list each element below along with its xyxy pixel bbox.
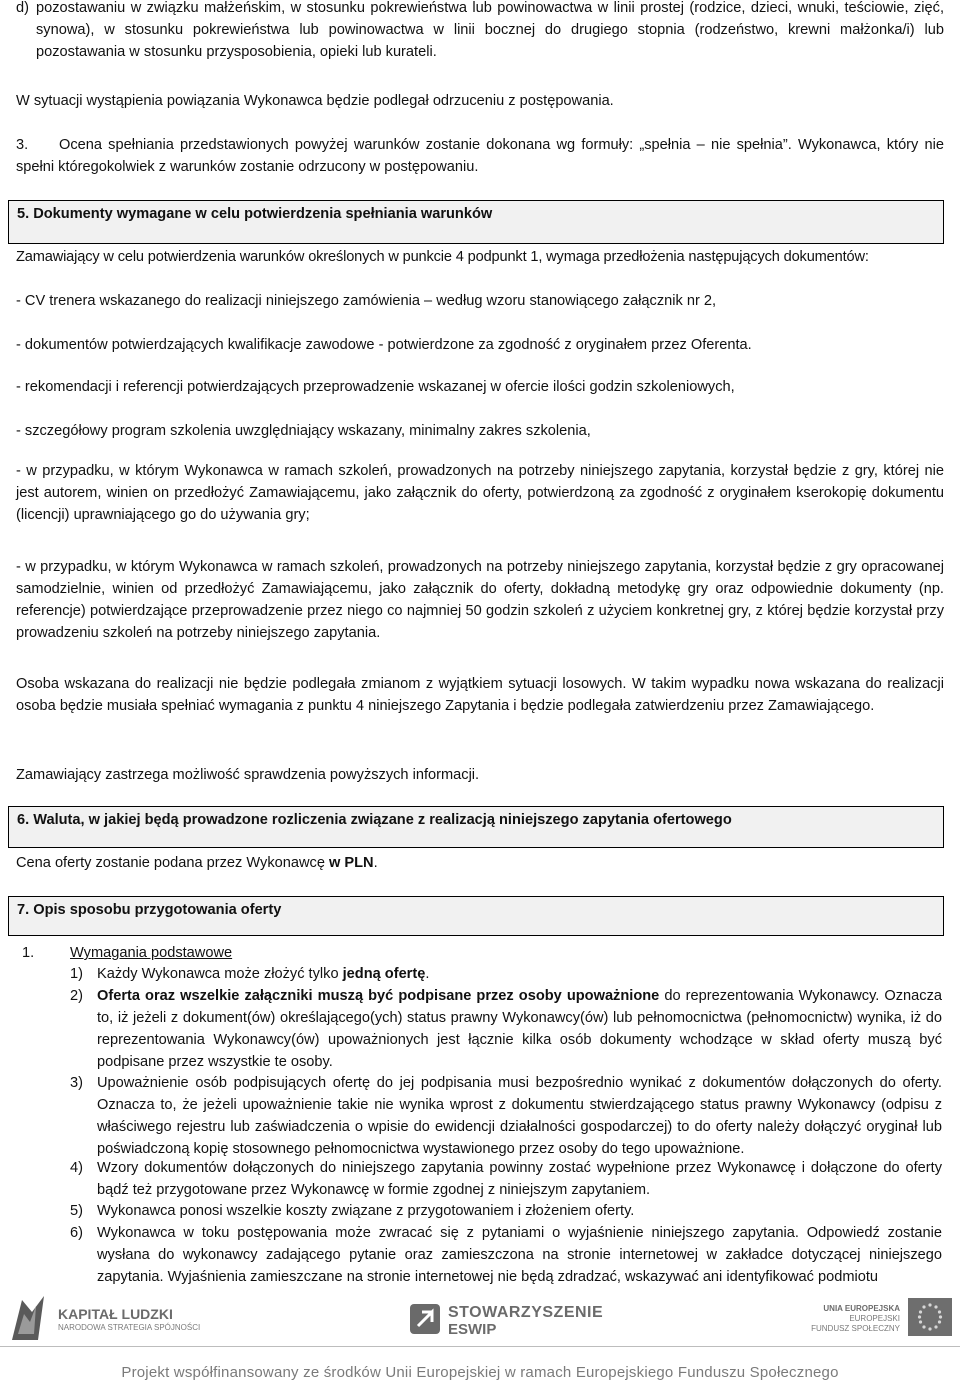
req-3-number: 3) [70, 1075, 83, 1091]
logo-unia-europejska [800, 1294, 960, 1344]
section7-title: 7. Opis sposobu przygotowania oferty [17, 902, 282, 918]
section6-text-before: Cena oferty zostanie podana przez Wykonawcę [16, 855, 329, 871]
section5-item-cv: - CV trenera wskazanego do realizacji niniejszego zamówienia – według wzoru stanowiącego załącznik nr 2, [16, 293, 717, 309]
req-6: Wykonawca w toku postępowania może zwracać się z pytaniami o wyjaśnienie niniejszego zapytania. Odpowiedź zostanie wysłana do wykonawcy zadającego pytanie oraz zamieszczona na stronie internetowej w zakładce dotyczącej niniejszego zapytania. Wyjaśnienia zamieszczane na stronie internetowej nie będą zdradzać, wskazywać ani identyfikować podmiotu [97, 1225, 942, 1285]
req-1-end: . [425, 966, 430, 982]
logo-eswip [408, 1302, 628, 1342]
req-1 [97, 963, 942, 985]
req-3: Upoważnienie osób podpisujących ofertę do jej podpisania musi bezpośrednio wynikać z dokumentów dołączonych do oferty. Oznacza to, że jeżeli upoważnienie takie nie wynika wprost z dokumentu stwierdzającego status prawny Wykonawcy (odpisu z właściwego rejestru lub zaświadczenia o wpisie do ewidencji działalności gospodarczej) to do oferty należy dołączyć oryginał lub poświadczoną kopię stosownego pełnomocnictwa wystawionego przez osoby do tego upoważnione. [97, 1075, 942, 1157]
eswip-subtitle: ESWIP [448, 1321, 497, 1338]
para-d [36, 0, 944, 63]
req-2-number: 2) [70, 988, 83, 1004]
logo-kapital-ludzki [8, 1294, 308, 1342]
req-2-bold: Oferta oraz wszelkie załączniki muszą być podpisane przez osoby upoważnione [97, 988, 660, 1004]
section5-item-program: - szczegółowy program szkolenia uwzględniający wskazany, minimalny zakres szkolenia, [16, 423, 591, 439]
section6-heading [8, 806, 944, 848]
eu-text [800, 1304, 900, 1334]
section6-currency: w PLN [329, 855, 374, 871]
section5-item-game-license: - w przypadku, w którym Wykonawca w ramach szkoleń, prowadzonych na potrzeby niniejszego zapytania, korzystał będzie z gry, której nie jest autorem, winien on przedłożyć Zamawiającemu, jako załącznik do oferty, potwierdzoną za zgodność z oryginałem kserokopię dokumentu (licencji) uprawniającego go do używania gry; [16, 463, 944, 523]
req-4: Wzory dokumentów dołączonych do niniejszego zapytania powinny zostać wypełnione przez Wykonawcę i dołączone do oferty bądź też przygotowane przez Wykonawcę w formie zgodnej z niniejszym zapytaniem. [97, 1160, 942, 1198]
section5-item-references: - rekomendacji i referencji potwierdzających przeprowadzenie wskazanej w ofercie ilości godzin szkoleniowych, [16, 379, 735, 395]
req-1-text: Każdy Wykonawca może złożyć tylko [97, 966, 343, 982]
req-1-bold: jedną ofertę [342, 966, 426, 982]
section5-title: 5. Dokumenty wymagane w celu potwierdzenia spełniania warunków [17, 206, 493, 222]
section5-verify: Zamawiający zastrzega możliwość sprawdzenia powyższych informacji. [16, 767, 480, 783]
req-2 [97, 985, 942, 1073]
footer-caption: Projekt współfinansowany ze środków Unii Europejskiej w ramach Europejskiego Funduszu Społecznego [121, 1364, 839, 1381]
eswip-title: STOWARZYSZENIE [448, 1304, 604, 1321]
kapital-ludzki-title: KAPITAŁ LUDZKI [58, 1306, 173, 1322]
eswip-emblem-icon [408, 1302, 442, 1336]
section5-heading [8, 200, 944, 244]
point3-number: 3. [16, 137, 29, 153]
section6-text [16, 852, 944, 874]
eu-flag-icon [908, 1298, 952, 1336]
req-2-text: do reprezentowania Wykonawcy. Oznacza to, iż jeżeli z dokument(ów) określającego(ych) status prawny Wykonawcy(ów) lub pełnomocnictwa (pełnomocnictw) wynika, iż do reprezentowania Wykonawcy(ów) upoważnionych jest łącznie kilka osób dokumenty wchodzące w skład oferty muszą być podpisane przez wszystkie te osoby. [97, 988, 942, 1070]
eu-line2: EUROPEJSKI [849, 1314, 900, 1323]
section7-heading [8, 896, 944, 936]
eu-line3: FUNDUSZ SPOŁECZNY [811, 1324, 900, 1333]
req-5: Wykonawca ponosi wszelkie koszty związane z przygotowaniem i złożeniem oferty. [97, 1203, 635, 1219]
kapital-ludzki-emblem-icon [8, 1294, 48, 1342]
footer-divider [0, 1346, 960, 1347]
para-reject: W sytuacji wystąpienia powiązania Wykonawca będzie podlegał odrzuceniu z postępowania. [16, 93, 614, 109]
point3-text: Ocena spełniania przedstawionych powyżej warunków zostanie dokonana wg formuły: „spełnia – nie spełnia”. Wykonawca, który nie spełni któregokolwiek z warunków zostanie odrzucony w postępowaniu. [16, 137, 944, 175]
para-d-text: pozostawaniu w związku małżeńskim, w stosunku pokrewieństwa lub powinowactwa w linii prostej (rodzice, dzieci, wnuki, teściowie, zięć, synowa), w stosunku pokrewieństwa lub powinowactwa w linii bocznej do drugiego stopnia (rodzeństwo, krewni małżonka/i) lub pozostawania w stosunku przysposobienia, opieki lub kurateli. [36, 0, 944, 60]
section7-sub-number: 1. [22, 945, 35, 961]
req-5-number: 5) [70, 1203, 83, 1219]
eu-title: UNIA EUROPEJSKA [823, 1304, 900, 1313]
section6-title: 6. Waluta, w jakiej będą prowadzone rozliczenia związane z realizacją niniejszego zapytania ofertowego [17, 812, 732, 828]
req-1-number: 1) [70, 966, 83, 982]
req-4-number: 4) [70, 1160, 83, 1176]
section5-item-qualifications: - dokumentów potwierdzających kwalifikacje zawodowe - potwierdzone za zgodność z oryginałem przez Oferenta. [16, 337, 752, 353]
section7-sub-title: Wymagania podstawowe [70, 945, 233, 961]
kapital-ludzki-subtitle: NARODOWA STRATEGIA SPÓJNOŚCI [58, 1323, 201, 1332]
para-d-prefix: d) [16, 0, 29, 16]
section5-intro: Zamawiający w celu potwierdzenia warunków określonych w punkcie 4 podpunkt 1, wymaga przedłożenia następujących dokumentów: [16, 249, 869, 265]
section5-person: Osoba wskazana do realizacji nie będzie podlegała zmianom z wyjątkiem sytuacji losowych. W takim wypadku nowa wskazana do realizacji osoba będzie musiała spełniać wymagania z punktu 4 niniejszego Zapytania i będzie podlegała zatwierdzeniu przez Zamawiającego. [16, 676, 944, 714]
req-6-number: 6) [70, 1225, 83, 1241]
section5-item-game-own: - w przypadku, w którym Wykonawca w ramach szkoleń, prowadzonych na potrzeby niniejszego zapytania, korzystał będzie z gry opracowanej samodzielnie, winien od przedłożyć Zamawiającemu, jako załącznik do oferty, dokładną metodykę gry oraz odpowiednie dokumenty (np. referencje) potwierdzające przeprowadzenie przez niego co najmniej 50 godzin szkoleń z użyciem konkretnej gry, z której będzie korzystał przy prowadzeniu szkoleń na potrzeby niniejszego zapytania. [16, 559, 944, 641]
section6-text-after: . [373, 855, 378, 871]
